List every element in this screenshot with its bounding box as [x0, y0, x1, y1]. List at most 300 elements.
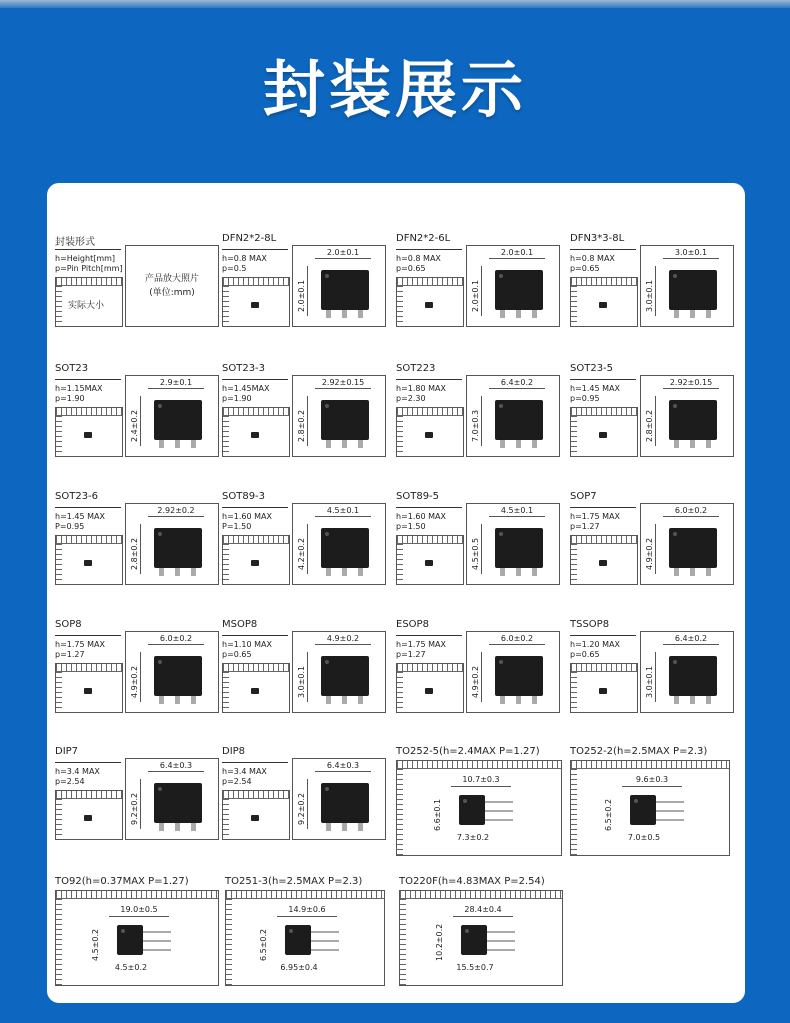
package-spec-p: p=0.65 [570, 650, 600, 659]
zoom-photo-box [640, 631, 734, 713]
width-dimension: 4.9±0.2 [326, 634, 360, 643]
dimension-line [489, 388, 545, 389]
ruler [56, 536, 122, 544]
actual-size-box [222, 535, 290, 585]
pin-icon [690, 568, 695, 576]
actual-size-box [222, 663, 290, 713]
width-dimension: 6.4±0.2 [500, 378, 534, 387]
package-chip-icon [669, 528, 717, 568]
wide-package-cell [399, 876, 565, 988]
package-spec-p: p=0.65 [222, 650, 252, 659]
package-name: DIP7 [55, 746, 79, 757]
ruler [571, 769, 577, 855]
ruler [56, 891, 218, 899]
pin-icon [532, 310, 537, 318]
dimension-line [481, 266, 482, 316]
base-width-dimension: 7.3±0.2 [456, 833, 490, 842]
pin-icon [500, 440, 505, 448]
ruler [397, 672, 403, 712]
package-name: TO92(h=0.37MAX P=1.27) [55, 876, 189, 887]
pin-icon [326, 310, 331, 318]
pin-icon [487, 940, 515, 942]
legend-cell [55, 233, 221, 343]
zoom-photo-box [125, 758, 219, 840]
pin-icon [326, 568, 331, 576]
height-dimension: 2.8±0.2 [130, 537, 139, 570]
pin-icon [175, 440, 180, 448]
package-spec-p: p=0.95 [570, 394, 600, 403]
pin-icon [143, 931, 171, 933]
dimension-line [148, 516, 204, 517]
height-dimension: 6.6±0.1 [433, 798, 442, 831]
ruler [226, 899, 232, 985]
ruler [397, 544, 403, 584]
package-spec-h: h=1.45 MAX [55, 512, 105, 521]
pin-icon [159, 568, 164, 576]
actual-size-box [222, 277, 290, 327]
package-spec [570, 640, 620, 660]
zoom-photo-box [292, 245, 386, 327]
height-dimension: 2.4±0.2 [130, 409, 139, 442]
package-spec [396, 254, 441, 274]
actual-size-box [396, 407, 464, 457]
height-dimension: 4.9±0.2 [471, 665, 480, 698]
pin-icon [159, 440, 164, 448]
ruler [56, 544, 62, 584]
package-spec [222, 767, 267, 787]
wide-photo-box [55, 890, 219, 986]
dimension-line [315, 771, 371, 772]
zoom-photo-box [640, 245, 734, 327]
package-spec [570, 384, 620, 404]
package-chip-icon [321, 270, 369, 310]
package-name: SOT89-3 [222, 491, 266, 502]
package-name: DFN2*2-6L [396, 233, 451, 244]
pin-icon [358, 696, 363, 704]
pin-icon [358, 310, 363, 318]
actual-size-chip-icon [84, 688, 92, 694]
height-dimension: 6.5±0.2 [604, 798, 613, 831]
package-cell [570, 363, 736, 473]
legend-spec-h: h=Height[mm] [55, 254, 116, 263]
actual-size-chip-icon [599, 688, 607, 694]
dimension-line [307, 524, 308, 574]
wide-package-cell [396, 746, 564, 858]
package-spec-p: p=1.27 [55, 650, 85, 659]
ruler [223, 791, 289, 799]
package-spec [55, 384, 102, 404]
pin-icon [656, 810, 684, 812]
height-dimension: 4.9±0.2 [645, 537, 654, 570]
pin-icon [342, 310, 347, 318]
actual-size-chip-icon [425, 560, 433, 566]
zoom-photo-box [125, 631, 219, 713]
ruler [397, 761, 561, 769]
package-spec-h: h=1.75 MAX [396, 640, 446, 649]
pin-icon [656, 801, 684, 803]
package-spec [55, 512, 105, 532]
pin-icon [191, 440, 196, 448]
dimension-line [148, 388, 204, 389]
ruler [223, 544, 229, 584]
wide-photo-box [570, 760, 730, 856]
package-cell [222, 491, 388, 601]
ruler [223, 408, 289, 416]
dimension-line [663, 644, 719, 645]
actual-size-chip-icon [84, 815, 92, 821]
package-spec-p: P=0.95 [55, 522, 85, 531]
package-underline [570, 249, 636, 250]
dimension-line [315, 388, 371, 389]
ruler [397, 408, 463, 416]
package-chip-icon [117, 925, 143, 955]
ruler [223, 278, 289, 286]
width-dimension: 3.0±0.1 [674, 248, 708, 257]
pin-icon [342, 696, 347, 704]
zoom-photo-box [292, 631, 386, 713]
dimension-line [655, 652, 656, 702]
width-dimension: 2.0±0.1 [500, 248, 534, 257]
package-spec [222, 254, 267, 274]
width-dimension: 10.7±0.3 [462, 775, 500, 784]
ruler [226, 891, 384, 899]
pin-icon [485, 819, 513, 821]
package-cell [396, 619, 562, 729]
actual-size-box [55, 535, 123, 585]
package-spec-p: p=1.50 [396, 522, 426, 531]
dimension-line [481, 652, 482, 702]
width-dimension: 9.6±0.3 [635, 775, 669, 784]
dimension-line [663, 258, 719, 259]
dimension-line [140, 779, 141, 829]
zoom-photo-box [466, 631, 560, 713]
package-name: ESOP8 [396, 619, 429, 630]
width-dimension: 6.4±0.3 [159, 761, 193, 770]
legend-zoom-label-2: (单位:mm) [149, 288, 195, 298]
dimension-line [315, 258, 371, 259]
dimension-line [489, 258, 545, 259]
dimension-line [148, 644, 204, 645]
legend-actual-label: 实际大小 [68, 301, 105, 311]
zoom-photo-box [125, 503, 219, 585]
base-width-dimension: 6.95±0.4 [280, 963, 318, 972]
package-name: SOT89-5 [396, 491, 440, 502]
width-dimension: 4.5±0.1 [326, 506, 360, 515]
package-underline [222, 249, 288, 250]
dimension-line [481, 396, 482, 446]
package-spec-h: h=1.45 MAX [570, 384, 620, 393]
pin-icon [690, 310, 695, 318]
package-chip-icon [669, 400, 717, 440]
actual-size-chip-icon [599, 302, 607, 308]
pin-icon [358, 823, 363, 831]
pin-icon [690, 440, 695, 448]
package-name: SOT23-3 [222, 363, 266, 374]
height-dimension: 9.2±0.2 [130, 792, 139, 825]
dimension-line [481, 524, 482, 574]
width-dimension: 2.92±0.15 [669, 378, 713, 387]
height-dimension: 4.9±0.2 [130, 665, 139, 698]
package-cell [222, 746, 388, 856]
actual-size-box [396, 535, 464, 585]
package-cell [222, 233, 388, 343]
ruler [397, 536, 463, 544]
actual-size-box [570, 663, 638, 713]
ruler [400, 899, 406, 985]
actual-size-box [222, 790, 290, 840]
package-name: TO251-3(h=2.5MAX P=2.3) [225, 876, 363, 887]
actual-size-chip-icon [251, 815, 259, 821]
package-spec [55, 767, 100, 787]
height-dimension: 9.2±0.2 [297, 792, 306, 825]
package-spec [570, 254, 615, 274]
package-spec-h: h=3.4 MAX [55, 767, 100, 776]
pin-icon [191, 823, 196, 831]
width-dimension: 2.0±0.1 [326, 248, 360, 257]
package-underline [396, 507, 462, 508]
package-spec-p: p=2.54 [222, 777, 252, 786]
pin-icon [500, 696, 505, 704]
wide-package-cell [225, 876, 387, 988]
package-underline [55, 762, 121, 763]
package-cell [222, 619, 388, 729]
pin-icon [516, 568, 521, 576]
package-chip-icon [321, 400, 369, 440]
pin-icon [674, 696, 679, 704]
package-spec [396, 384, 446, 404]
pin-icon [516, 310, 521, 318]
package-spec-p: p=1.90 [55, 394, 85, 403]
height-dimension: 2.8±0.2 [645, 409, 654, 442]
package-cell [55, 746, 221, 856]
pin-icon [656, 819, 684, 821]
package-name: SOP8 [55, 619, 82, 630]
ruler [56, 286, 62, 326]
width-dimension: 14.9±0.6 [288, 905, 326, 914]
package-underline [222, 762, 288, 763]
dimension-line [307, 266, 308, 316]
ruler [571, 672, 577, 712]
pin-icon [175, 568, 180, 576]
height-dimension: 10.2±0.2 [435, 923, 444, 961]
package-underline [222, 379, 288, 380]
package-name: MSOP8 [222, 619, 258, 630]
actual-size-chip-icon [84, 432, 92, 438]
ruler [571, 761, 729, 769]
actual-size-box [396, 277, 464, 327]
package-name: SOT223 [396, 363, 436, 374]
width-dimension: 2.92±0.2 [157, 506, 195, 515]
pin-icon [311, 949, 339, 951]
pin-icon [485, 801, 513, 803]
pin-icon [487, 931, 515, 933]
height-dimension: 2.8±0.2 [297, 409, 306, 442]
ruler [56, 799, 62, 839]
pin-icon [706, 696, 711, 704]
pin-icon [342, 568, 347, 576]
actual-size-box [55, 407, 123, 457]
zoom-photo-box [640, 503, 734, 585]
package-underline [55, 507, 121, 508]
package-cell [396, 363, 562, 473]
pin-icon [358, 440, 363, 448]
package-chip-icon [154, 656, 202, 696]
package-name: SOT23 [55, 363, 89, 374]
package-spec [222, 512, 272, 532]
package-spec-p: p=0.65 [396, 264, 426, 273]
legend-actual-box [55, 277, 123, 327]
pin-icon [500, 310, 505, 318]
pin-icon [674, 310, 679, 318]
actual-size-box [55, 663, 123, 713]
package-spec-h: h=1.10 MAX [222, 640, 272, 649]
package-spec-p: p=2.54 [55, 777, 85, 786]
ruler [397, 769, 403, 855]
package-chip-icon [321, 528, 369, 568]
ruler [571, 664, 637, 672]
package-name: SOT23-5 [570, 363, 614, 374]
width-dimension: 6.0±0.2 [500, 634, 534, 643]
pin-icon [326, 440, 331, 448]
dimension-line [140, 652, 141, 702]
ruler [223, 286, 229, 326]
dimension-line [307, 652, 308, 702]
package-spec-p: p=2.30 [396, 394, 426, 403]
package-chip-icon [154, 400, 202, 440]
height-dimension: 3.0±0.1 [645, 665, 654, 698]
package-chip-icon [154, 528, 202, 568]
actual-size-chip-icon [425, 688, 433, 694]
actual-size-box [570, 277, 638, 327]
pin-icon [706, 568, 711, 576]
package-underline [396, 379, 462, 380]
package-spec-h: h=1.75 MAX [55, 640, 105, 649]
base-width-dimension: 15.5±0.7 [456, 963, 494, 972]
ruler [571, 278, 637, 286]
actual-size-box [570, 535, 638, 585]
actual-size-chip-icon [251, 688, 259, 694]
width-dimension: 19.0±0.5 [120, 905, 158, 914]
pin-icon [516, 696, 521, 704]
pin-icon [532, 568, 537, 576]
base-width-dimension: 4.5±0.2 [114, 963, 148, 972]
pin-icon [159, 823, 164, 831]
pin-icon [159, 696, 164, 704]
ruler [56, 416, 62, 456]
actual-size-chip-icon [599, 432, 607, 438]
package-chip-icon [321, 656, 369, 696]
package-cell [222, 363, 388, 473]
dimension-line [140, 524, 141, 574]
legend-underline [55, 249, 121, 250]
ruler [223, 536, 289, 544]
dimension-line [663, 388, 719, 389]
dimension-line [453, 916, 513, 917]
pin-icon [342, 823, 347, 831]
package-underline [55, 379, 121, 380]
width-dimension: 6.0±0.2 [159, 634, 193, 643]
package-chip-icon [495, 270, 543, 310]
ruler [56, 899, 62, 985]
pin-icon [516, 440, 521, 448]
package-spec-h: h=0.8 MAX [396, 254, 441, 263]
pin-icon [342, 440, 347, 448]
dimension-line [148, 771, 204, 772]
ruler [571, 416, 577, 456]
package-spec-h: h=1.20 MAX [570, 640, 620, 649]
package-spec [396, 512, 446, 532]
zoom-photo-box [125, 375, 219, 457]
dimension-line [315, 516, 371, 517]
dimension-line [451, 786, 511, 787]
package-cell [570, 491, 736, 601]
ruler [56, 408, 122, 416]
package-spec-p: p=1.90 [222, 394, 252, 403]
package-spec-h: h=3.4 MAX [222, 767, 267, 776]
legend-spec [55, 254, 123, 274]
package-chip-icon [669, 270, 717, 310]
zoom-photo-box [640, 375, 734, 457]
zoom-photo-box [292, 503, 386, 585]
package-spec [55, 640, 105, 660]
package-underline [570, 635, 636, 636]
width-dimension: 2.92±0.15 [321, 378, 365, 387]
package-chip-icon [495, 656, 543, 696]
package-underline [570, 379, 636, 380]
pin-icon [532, 440, 537, 448]
package-panel [47, 183, 745, 1003]
package-name: SOP7 [570, 491, 597, 502]
dimension-line [655, 396, 656, 446]
height-dimension: 4.5±0.2 [91, 928, 100, 961]
package-underline [222, 507, 288, 508]
pin-icon [311, 940, 339, 942]
pin-icon [690, 696, 695, 704]
package-spec-h: h=1.45MAX [222, 384, 270, 393]
dimension-line [277, 916, 337, 917]
ruler [397, 664, 463, 672]
package-cell [396, 233, 562, 343]
dimension-line [307, 779, 308, 829]
ruler [397, 416, 403, 456]
package-spec-p: p=0.5 [222, 264, 247, 273]
package-underline [222, 635, 288, 636]
package-name: TO252-2(h=2.5MAX P=2.3) [570, 746, 708, 757]
package-spec-h: h=1.60 MAX [396, 512, 446, 521]
zoom-photo-box [292, 375, 386, 457]
height-dimension: 7.0±0.3 [471, 409, 480, 442]
dimension-line [489, 644, 545, 645]
height-dimension: 6.5±0.2 [259, 928, 268, 961]
package-chip-icon [669, 656, 717, 696]
actual-size-chip-icon [599, 560, 607, 566]
package-underline [396, 635, 462, 636]
base-width-dimension: 7.0±0.5 [627, 833, 661, 842]
ruler [223, 672, 229, 712]
pin-icon [358, 568, 363, 576]
actual-size-chip-icon [251, 560, 259, 566]
height-dimension: 2.0±0.1 [471, 279, 480, 312]
legend-zoom-box [125, 245, 219, 327]
package-cell [55, 491, 221, 601]
actual-size-box [55, 790, 123, 840]
ruler [400, 891, 562, 899]
dimension-line [109, 916, 169, 917]
pin-icon [175, 696, 180, 704]
package-name: DFN2*2-8L [222, 233, 277, 244]
dimension-line [489, 516, 545, 517]
ruler [571, 408, 637, 416]
